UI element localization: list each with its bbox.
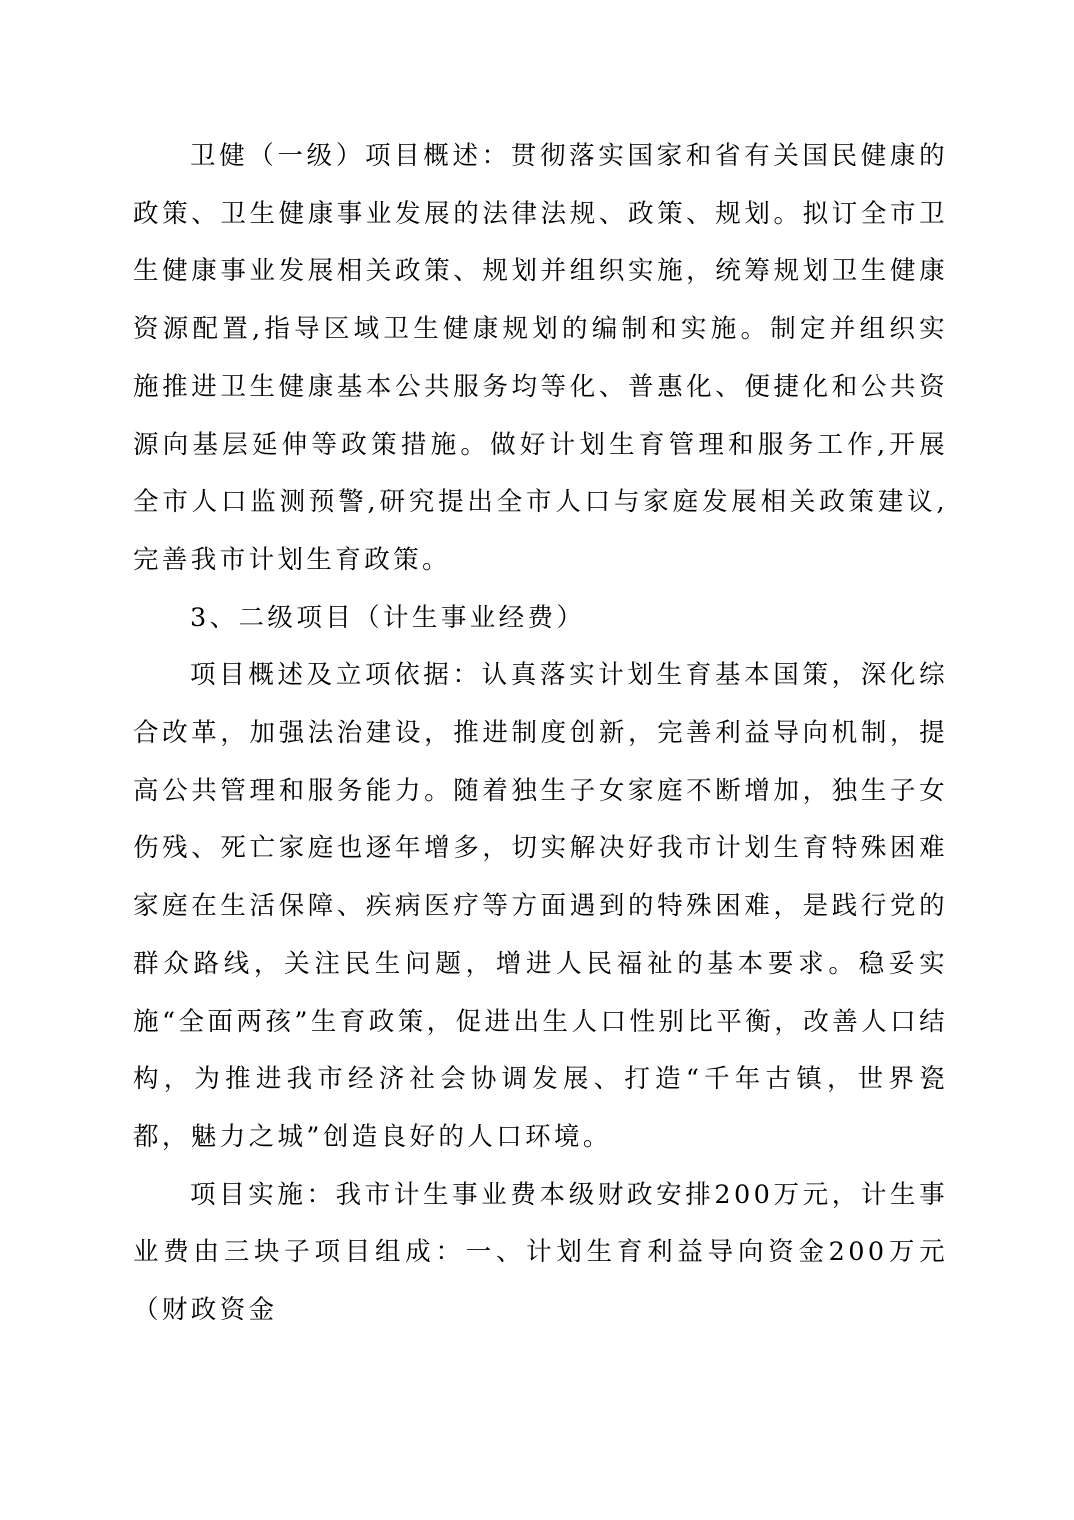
paragraph-project-overview-level-one: 卫健（一级）项目概述：贯彻落实国家和省有关国民健康的政策、卫生健康事业发展的法律法规、政策、规划。拟订全市卫生健康事业发展相关政策、规划并组织实施，统筹规划卫生健康资源配置,指导区域卫生健康规划的编制和实施。制定并组织实施推进卫生健康基本公共服务均等化、普惠化、便捷化和公共资源向基层延伸等政策措施。做好计划生育管理和服务工作,开展全市人口监测预警,研究提出全市人口与家庭发展相关政策建议,完善我市计划生育政策。 — [133, 141, 948, 575]
section-heading-level-two-project: 3、二级项目（计生事业经费） — [190, 602, 586, 633]
paragraph-project-implementation: 项目实施：我市计生事业费本级财政安排200万元，计生事业费由三块子项目组成：一、计划生育利益导向资金200万元（财政资金 — [133, 1179, 948, 1326]
document-body — [133, 128, 948, 1340]
paragraph-project-basis: 项目概述及立项依据：认真落实计划生育基本国策，深化综合改革，加强法治建设，推进制度创新，完善利益导向机制，提高公共管理和服务能力。随着独生子女家庭不断增加，独生子女伤残、死亡家庭也逐年增多，切实解决好我市计划生育特殊困难家庭在生活保障、疾病医疗等方面遇到的特殊困难，是践行党的群众路线，关注民生问题，增进人民福祉的基本要求。稳妥实施“全面两孩”生育政策，促进出生人口性别比平衡，改善人口结构，为推进我市经济社会协调发展、打造“千年古镇，世界瓷都，魅力之城”创造良好的人口环境。 — [133, 660, 948, 1152]
